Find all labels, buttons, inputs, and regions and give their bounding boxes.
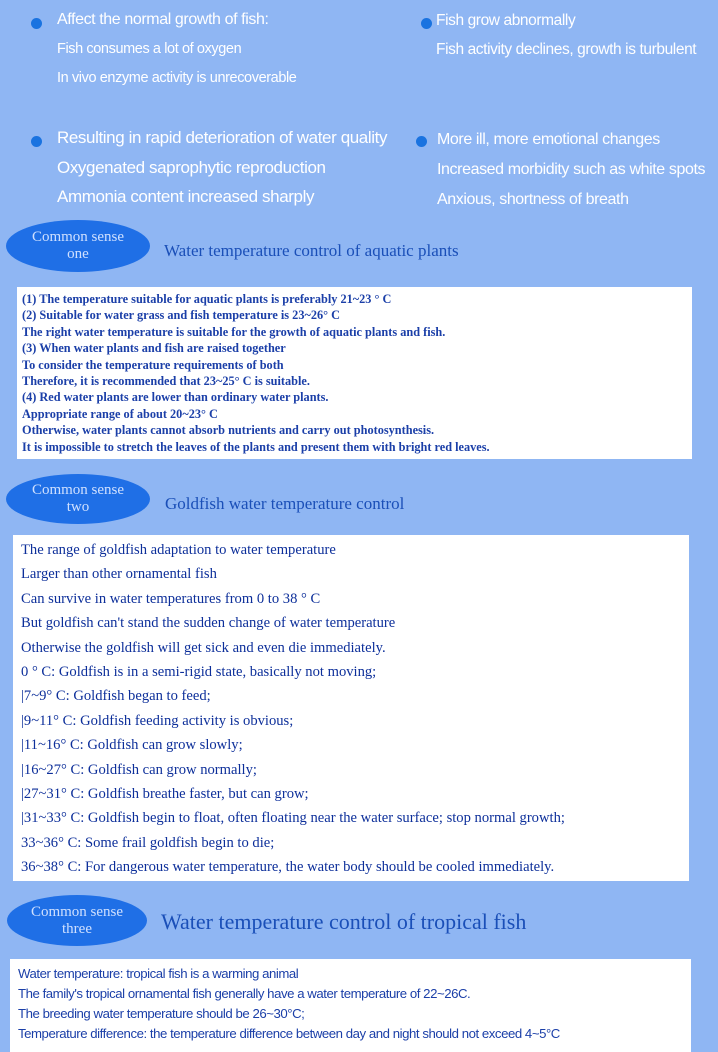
section-title-two: Goldfish water temperature control (165, 494, 405, 513)
bullet-line: Ammonia content increased sharply (57, 187, 315, 206)
text-row: But goldfish can't stand the sudden change of water temperature (21, 615, 396, 632)
bullet-line: Oxygenated saprophytic reproduction (57, 158, 326, 177)
text-row: (2) Suitable for water grass and fish temperature is 23~26° C (22, 308, 341, 323)
badge-line: two (66, 499, 90, 515)
section-panel-three (10, 959, 691, 1052)
section-panel-one (17, 287, 692, 459)
section-title-one: Water temperature control of aquatic plants (164, 241, 459, 260)
text-row: |27~31° C: Goldfish breathe faster, but can grow; (21, 786, 309, 803)
text-row: The range of goldfish adaptation to water temperature (21, 542, 336, 558)
text-row: 33~36° C: Some frail goldfish begin to die; (21, 834, 275, 851)
badge-line: Common sense (30, 903, 124, 920)
text-row: Otherwise, water plants cannot absorb nutrients and carry out photosynthesis. (22, 423, 435, 438)
section-title-three: Water temperature control of tropical fish (161, 909, 527, 934)
section-badge-three (7, 895, 147, 946)
section-badge-one (6, 220, 150, 272)
badge-line: three (62, 920, 92, 937)
bullet-dot-icon (31, 136, 42, 147)
bullet-line: Increased morbidity such as white spots (437, 161, 706, 178)
text-row: Therefore, it is recommended that 23~25° C is suitable. (22, 374, 310, 389)
bullet-dot-icon (421, 18, 432, 29)
text-row: Appropriate range of about 20~23° C (22, 406, 218, 421)
bullet-line: Fish activity declines, growth is turbulent (436, 41, 697, 58)
section-badge-two (6, 474, 150, 524)
bullet-heading: Fish grow abnormally (436, 12, 576, 29)
bullet-line: Anxious, shortness of breath (437, 191, 629, 208)
text-row: (3) When water plants and fish are raised together (22, 341, 286, 356)
text-row: 0 ° C: Goldfish is in a semi-rigid state, basically not moving; (21, 664, 377, 681)
text-row: Temperature difference: the temperature difference between day and night should not exceed 4~5°C (18, 1026, 560, 1041)
bullet-dot-icon (31, 18, 42, 29)
badge-line: Common sense (31, 229, 125, 245)
text-row: |16~27° C: Goldfish can grow normally; (21, 761, 257, 778)
section-panel-two (13, 535, 689, 881)
bullet-heading: More ill, more emotional changes (437, 131, 660, 148)
bullet-heading: Resulting in rapid deterioration of water quality (57, 128, 388, 147)
text-row: The breeding water temperature should be 26~30°C; (18, 1006, 305, 1021)
text-row: It is impossible to stretch the leaves of the plants and present them with bright red leaves. (22, 439, 490, 454)
text-row: 36~38° C: For dangerous water temperature, the water body should be cooled immediately. (21, 859, 555, 876)
bullet-heading: Affect the normal growth of fish: (57, 11, 269, 28)
text-row: The right water temperature is suitable for the growth of aquatic plants and fish. (22, 324, 446, 339)
text-row: |9~11° C: Goldfish feeding activity is obvious; (21, 712, 294, 729)
badge-line: one (67, 246, 89, 262)
text-row: (1) The temperature suitable for aquatic plants is preferably 21~23 ° C (22, 292, 392, 306)
text-row: Can survive in water temperatures from 0 to 38 ° C (21, 590, 321, 607)
text-row: |11~16° C: Goldfish can grow slowly; (21, 737, 243, 754)
text-row: Larger than other ornamental fish (21, 566, 217, 583)
text-row: The family's tropical ornamental fish generally have a water temperature of 22~26C. (18, 986, 471, 1001)
text-row: Water temperature: tropical fish is a warming animal (18, 966, 299, 981)
badge-line: Common sense (31, 482, 125, 498)
bullet-line: In vivo enzyme activity is unrecoverable (57, 70, 297, 86)
text-row: |7~9° C: Goldfish began to feed; (21, 688, 211, 705)
text-row: |31~33° C: Goldfish begin to float, often floating near the water surface; stop normal growth; (21, 810, 565, 827)
text-row: (4) Red water plants are lower than ordinary water plants. (22, 390, 329, 405)
bullet-line: Fish consumes a lot of oxygen (57, 41, 242, 57)
bullet-dot-icon (416, 136, 427, 147)
text-row: Otherwise the goldfish will get sick and even die immediately. (21, 639, 386, 656)
text-row: To consider the temperature requirements of both (22, 357, 284, 372)
